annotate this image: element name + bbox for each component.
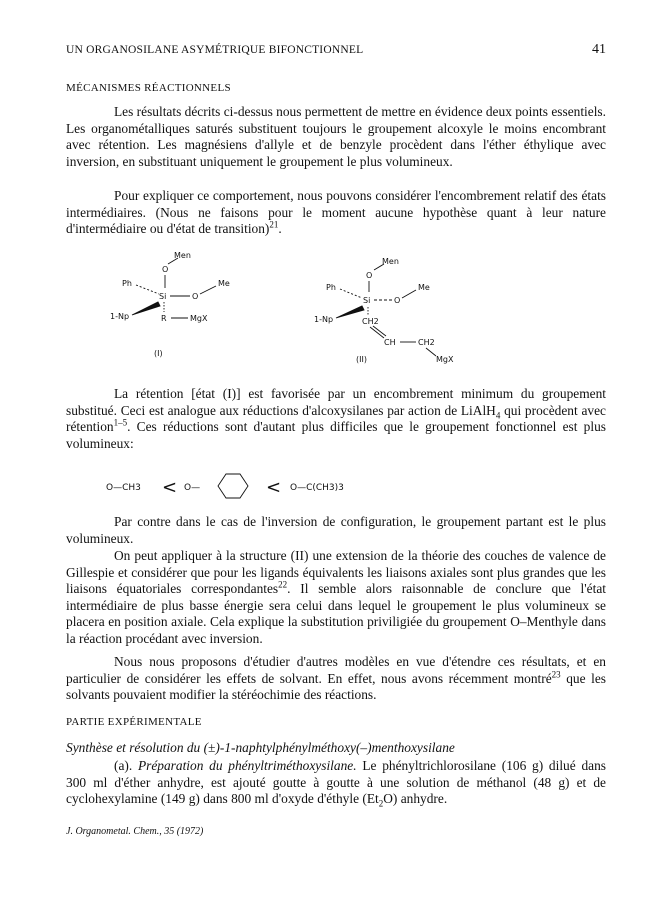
paragraph-7-sub: 2 bbox=[378, 798, 384, 809]
subsection-title: Synthèse et résolution du (±)-1-naphtylphénylméthoxy(–)menthoxysilane bbox=[66, 740, 455, 755]
paragraph-7-b: O) anhydre. bbox=[383, 791, 448, 807]
structure-2-o-right: O bbox=[394, 296, 401, 305]
structure-1-np: 1-Np bbox=[110, 312, 130, 321]
paragraph-6-a: Nous nous proposons d'étudier d'autres modèles en vue d'étendre ces résultats, et en particulier de considérer les effets de solvant. En effet, nous avons récemment montré bbox=[66, 654, 606, 686]
structure-2-ch: CH bbox=[384, 338, 396, 347]
structure-2-np: 1-Np bbox=[314, 315, 334, 324]
paragraph-7 bbox=[66, 758, 606, 808]
structure-1-wedge-np bbox=[132, 302, 160, 315]
section-heading-experimental: PARTIE EXPÉRIMENTALE bbox=[66, 716, 202, 728]
structure-1-ph: Ph bbox=[122, 279, 132, 288]
paragraph-3-b: qui procèdent avec rétention bbox=[66, 402, 606, 435]
structure-1-si: Si bbox=[159, 292, 167, 301]
paragraph-2-text: Pour expliquer ce comportement, nous pouvons considérer l'encombrement relatif des états intermédiaires. (Nous ne faisons pour le moment aucune hypothèse quant à leur nature d'intermédiaire ou d'état de transition) bbox=[66, 188, 606, 237]
structure-1-bond-men bbox=[168, 258, 178, 264]
paragraph-5-a: On peut appliquer à la structure (II) une extension de la théorie des couches de valence de Gillespie et considérer que pour les ligands équivalents les liaisons axiales sont plus grandes que les liaisons équatoriales correspondantes bbox=[66, 548, 606, 597]
less-than-2: < bbox=[266, 477, 282, 498]
paragraph-5 bbox=[66, 548, 606, 648]
paragraph-2-end: . bbox=[278, 221, 282, 237]
paragraph-3-a: La rétention [état (I)] est favorisée par un encombrement minimum du groupement substitué. Ceci est analogue aux réductions d'alcoxysilanes par action de LiAlH bbox=[66, 386, 606, 418]
structure-2-mgx: MgX bbox=[436, 355, 454, 364]
group-methoxy: O—CH3 bbox=[106, 483, 141, 493]
section-heading-mecanismes: MÉCANISMES RÉACTIONNELS bbox=[66, 82, 231, 94]
structure-2 bbox=[314, 257, 454, 364]
structure-2-bond-mgx bbox=[426, 348, 436, 356]
structure-1-mgx: MgX bbox=[190, 314, 208, 323]
structure-1-me: Me bbox=[218, 279, 230, 288]
structure-2-si: Si bbox=[363, 296, 371, 305]
paragraph-7-a: Le phényltrichlorosilane (106 g) dilué dans 300 ml d'éther anhydre, est ajouté goutte à goutte à une solution de méthanol (48 g) et de cyclohexylamine (149 g) dans 800 ml d'oxyde d'éthyle (Et bbox=[66, 758, 606, 807]
paragraph-3 bbox=[66, 386, 606, 452]
structure-2-ch2: CH2 bbox=[362, 317, 379, 326]
reference-1-5: 1–5 bbox=[113, 417, 128, 428]
paragraph-3-c: . Ces réductions sont d'autant plus difficiles que le groupement fonctionnel est plus volumineux: bbox=[66, 419, 606, 451]
structure-1-r: R bbox=[161, 314, 167, 323]
page-number: 41 bbox=[592, 42, 606, 57]
structure-2-bond-me bbox=[402, 290, 416, 298]
structure-2-bond-men bbox=[374, 264, 384, 270]
less-than-1: < bbox=[162, 477, 178, 498]
paragraph-6 bbox=[66, 654, 606, 704]
paragraph-3-sub: 4 bbox=[495, 410, 501, 421]
group-tert-butoxy: O—C(CH3)3 bbox=[290, 483, 344, 493]
structure-2-men: Men bbox=[382, 257, 399, 266]
structure-2-ph: Ph bbox=[326, 283, 336, 292]
journal-citation: J. Organometal. Chem., 35 (1972) bbox=[66, 826, 204, 837]
paragraph-1: Les résultats décrits ci-dessus nous permettent de mettre en évidence deux points essentiels. Les organométalliques saturés substituent toujours le groupement alcoxyle le moins encombrant avec rétention. Les magnésiens d'allyle et de benzyle procèdent dans l'éther éthylique avec inversion, en substituant uniquement le groupement le plus volumineux. bbox=[66, 104, 606, 169]
structure-2-me: Me bbox=[418, 283, 430, 292]
paragraph-5-b: . Il semble alors raisonnable de conclure que l'état intermédiaire de plus basse énergie sera celui dans lequel le groupement le plus volumineux se placera en position axiale. Cela explique la substitution priviligiée du groupement O–Menthyle dans la réaction procédant avec inversion. bbox=[66, 581, 606, 646]
structure-2-wedge-np bbox=[336, 306, 364, 318]
structure-1-bond-ph bbox=[136, 285, 159, 294]
cyclohexane-ring bbox=[218, 474, 248, 498]
structure-2-ch2b: CH2 bbox=[418, 338, 435, 347]
structure-1-men: Men bbox=[174, 251, 191, 260]
running-title: UN ORGANOSILANE ASYMÉTRIQUE BIFONCTIONNEL bbox=[66, 44, 364, 56]
structure-1-label: (I) bbox=[154, 349, 163, 358]
reference-22: 22 bbox=[278, 579, 288, 590]
structure-2-o-top: O bbox=[366, 271, 373, 280]
structure-2-bond-ph bbox=[340, 289, 362, 298]
group-comparison bbox=[66, 462, 606, 508]
paragraph-7-italic: Préparation du phényltriméthoxysilane. bbox=[137, 758, 357, 773]
reference-23: 23 bbox=[551, 669, 561, 680]
paragraph-4: Par contre dans le cas de l'inversion de configuration, le groupement partant est le plus volumineux. bbox=[66, 514, 606, 546]
structures-figure bbox=[66, 250, 606, 372]
structure-1-o-top: O bbox=[162, 265, 169, 274]
paragraph-6-b: que les solvants pouvaient modifier la stéréochimie des réactions. bbox=[66, 670, 607, 703]
paragraph-7-label: (a). bbox=[114, 758, 138, 773]
reference-21: 21 bbox=[269, 219, 279, 230]
structure-1 bbox=[110, 251, 230, 358]
structure-1-bond-me bbox=[200, 286, 216, 294]
group-cyclohexyloxy: O— bbox=[184, 483, 201, 493]
paragraph-2 bbox=[66, 188, 606, 238]
structure-2-label: (II) bbox=[356, 355, 367, 364]
structure-1-o-right: O bbox=[192, 292, 199, 301]
